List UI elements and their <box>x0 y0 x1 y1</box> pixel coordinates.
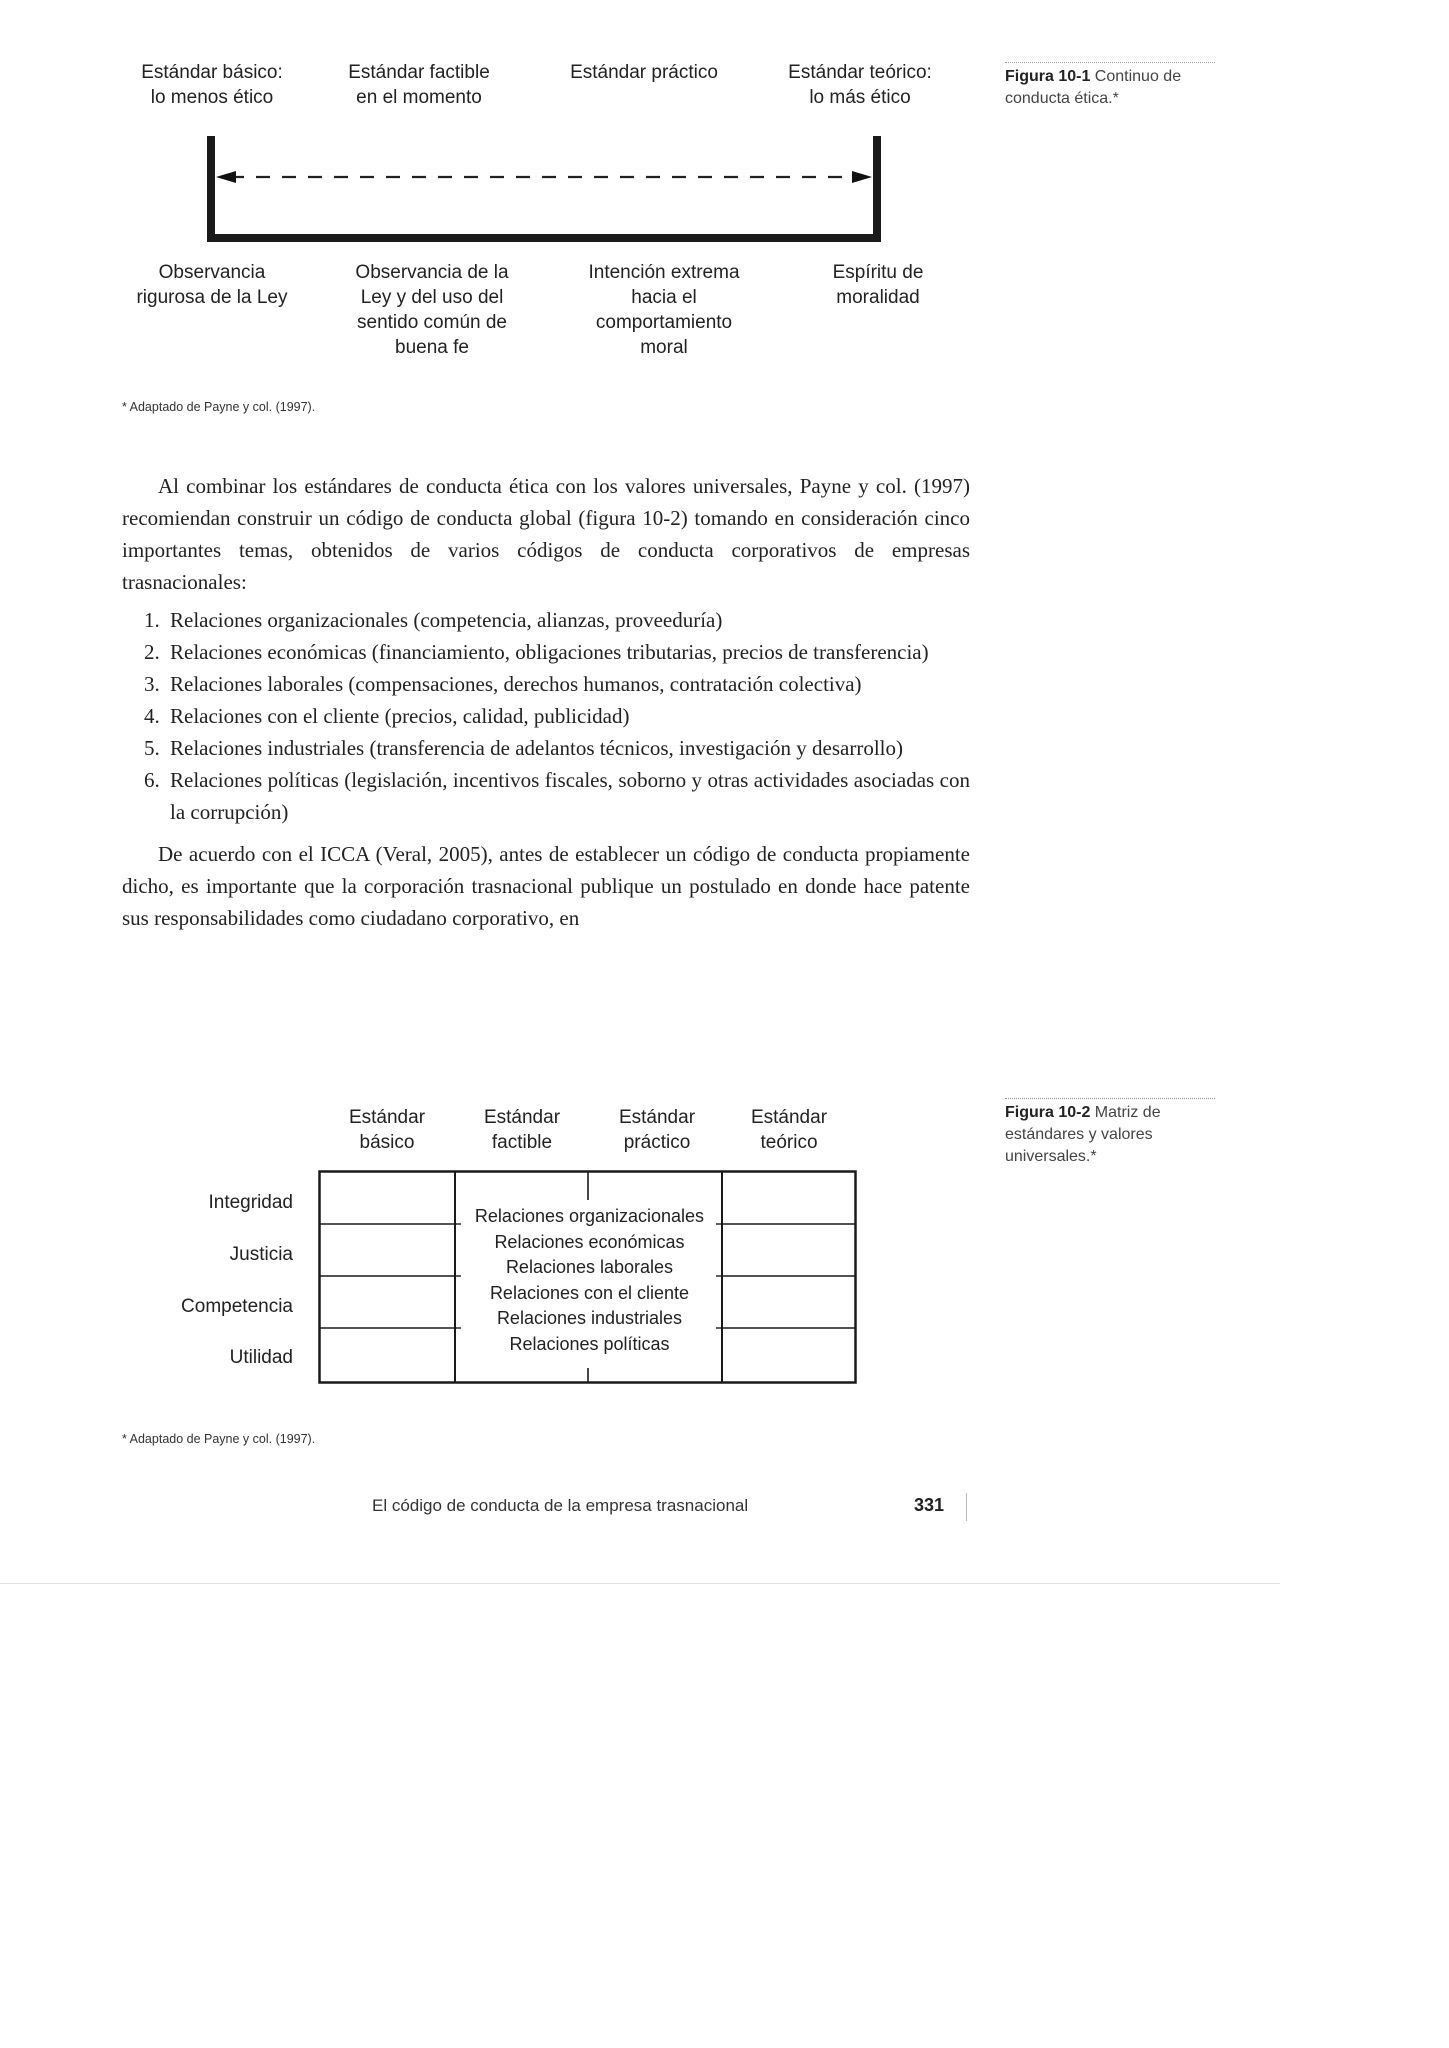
column-header-basic: Estándar básico <box>348 1107 426 1153</box>
relation-item: Relaciones industriales <box>496 1308 683 1328</box>
column-header-practical: Estándar práctico <box>618 1107 696 1153</box>
figure-caption-text: Continuo de conducta ética.* <box>1005 68 1182 107</box>
figure-number: Figura 10-1 <box>1005 68 1091 85</box>
list-item: 6. Relaciones políticas (legislación, incentivos fiscales, soborno y otras actividades asociadas con la corrupción) <box>144 768 970 824</box>
body-text <box>122 470 970 934</box>
figure-caption <box>1005 66 1215 110</box>
footnote: * Adaptado de Payne y col. (1997). <box>122 1432 316 1446</box>
relation-item: Relaciones económicas <box>494 1231 685 1252</box>
page-number-rule <box>966 1493 967 1521</box>
list-item: 1. Relaciones organizacionales (competencia, alianzas, proveeduría) <box>144 608 723 632</box>
relations-list <box>456 1204 723 1357</box>
row-label-integrity: Integridad <box>208 1192 293 1213</box>
standard-label-basic: Estándar básico: lo menos ético <box>141 62 283 108</box>
row-label-justice: Justicia <box>229 1244 293 1265</box>
list-item: 2. Relaciones económicas (financiamiento, obligaciones tributarias, precios de transferencia) <box>144 640 929 664</box>
caption-divider <box>1005 62 1215 63</box>
relation-item: Relaciones políticas <box>509 1333 670 1354</box>
column-header-theoretical: Estándar teórico <box>750 1107 828 1153</box>
observance-label-2: Observancia de la Ley y del uso del sentido común de buena fe <box>355 262 509 358</box>
column-header-feasible: Estándar factible <box>483 1107 561 1153</box>
observance-label-1: Observancia rigurosa de la Ley <box>136 262 288 308</box>
observance-label-4: Espíritu de moralidad <box>832 262 924 308</box>
row-label-competence: Competencia <box>181 1296 293 1317</box>
row-label-utility: Utilidad <box>229 1347 293 1368</box>
list-item: 5. Relaciones industriales (transferencia de adelantos técnicos, investigación y desarrollo) <box>144 736 903 760</box>
page-number: 331 <box>914 1495 945 1515</box>
caption-divider <box>1005 1098 1215 1099</box>
figure-number: Figura 10-2 <box>1005 1104 1091 1121</box>
relation-item: Relaciones organizacionales <box>474 1206 705 1226</box>
list-item: 3. Relaciones laborales (compensaciones, derechos humanos, contratación colectiva) <box>144 672 862 696</box>
relation-item: Relaciones con el cliente <box>489 1282 690 1303</box>
figure-caption <box>1005 1102 1205 1168</box>
topic-list <box>122 604 970 828</box>
relation-item: Relaciones laborales <box>505 1257 674 1277</box>
arrow-left-icon <box>216 171 236 183</box>
standard-label-practical: Estándar práctico <box>570 62 718 83</box>
paragraph: Al combinar los estándares de conducta ética con los valores universales, Payne y col. (1997) recomiendan construir un código de conducta global (figura 10-2) tomando en consideración cinco importantes temas, obtenidos de varios códigos de conducta corporativos de empresas trasnacionales: <box>122 474 970 594</box>
list-item: 4. Relaciones con el cliente (precios, calidad, publicidad) <box>144 704 630 728</box>
scan-edge <box>0 1583 1280 1584</box>
running-title: El código de conducta de la empresa trasnacional <box>372 1496 749 1515</box>
continuum-bracket <box>200 128 900 248</box>
figure-caption-text: Matriz de estándares y valores universales.* <box>1005 1104 1161 1165</box>
standard-label-feasible: Estándar factible en el momento <box>348 62 490 108</box>
standard-label-theoretical: Estándar teórico: lo más ético <box>788 62 932 108</box>
footnote: * Adaptado de Payne y col. (1997). <box>122 400 316 414</box>
observance-label-3: Intención extrema hacia el comportamiento moral <box>588 262 740 358</box>
paragraph: De acuerdo con el ICCA (Veral, 2005), antes de establecer un código de conducta propiamente dicho, es importante que la corporación trasnacional publique un postulado en donde hace patente sus responsabilidades como ciudadano corporativo, en <box>122 842 970 930</box>
arrow-right-icon <box>852 171 872 183</box>
